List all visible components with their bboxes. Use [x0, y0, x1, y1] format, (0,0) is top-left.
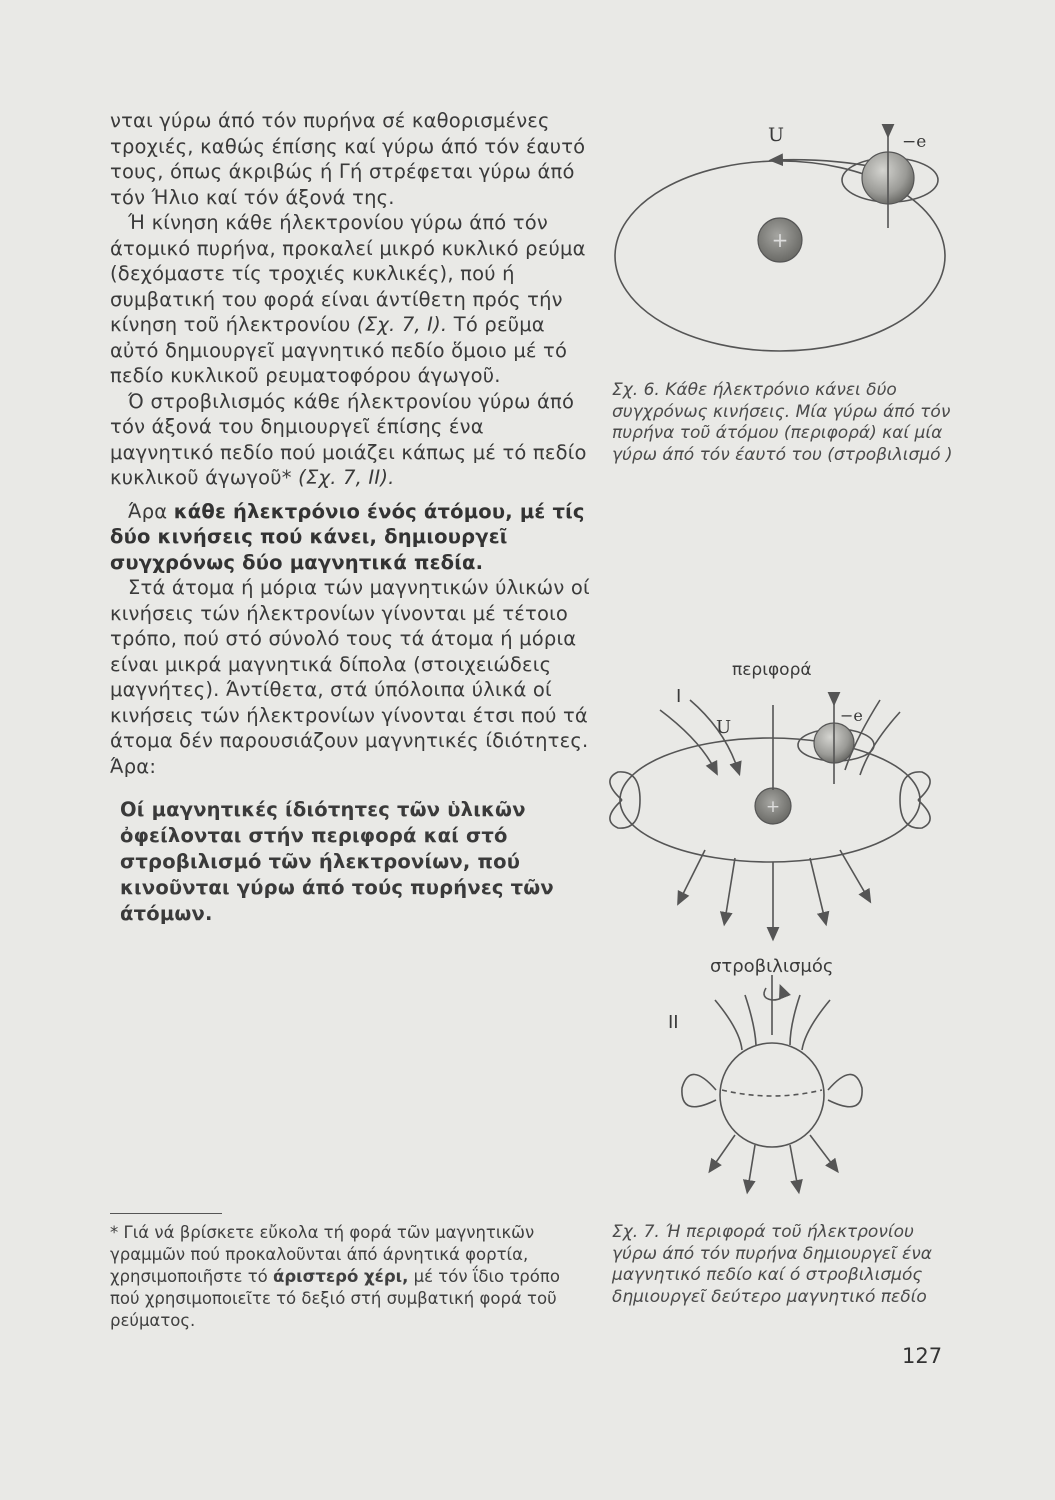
paragraph-3-text: Ό στροβιλισμός κάθε ήλεκτρονίου γύρω άπό τόν άξονά του δημιουργεῖ έπίσης ένα μαγνητικό πεδίο πού μοιάζει κάπως μέ τό πεδίο κυκλικοῦ άγωγοῦ* [110, 389, 587, 489]
footnote-text-a: * Γιά νά βρίσκετε εὔκολα τή φορά τῶν μαγνητικῶν γραμμῶν πού προκαλοῦνται άπό άρνητικά φορτία, χρησιμοποιῆστε τό [110, 1223, 535, 1286]
field-line [715, 1000, 742, 1050]
paragraph-4-text: Άρα [128, 499, 168, 523]
field-arrow [840, 850, 868, 898]
conclusion-statement: Οί μαγνητικές ίδιότητες τῶν ὑλικῶν ὀφείλονται στήν περιφορά καί στό στροβιλισμό τῶν ήλεκτρονίων, πού κινοῦνται γύρω άπό τούς πυρήνες τῶν άτόμων. [120, 798, 554, 925]
figure-6-caption: Σχ. 6. Κάθε ήλεκτρόνιο κάνει δύο συγχρόνως κινήσεις. Μία γύρω άπό τόν πυρήνα τοῦ άτόμου (περιφορά) καί μία γύρω άπό τόν έαυτό του (στροβιλισμό ) [612, 380, 953, 465]
field-loop [828, 1074, 862, 1106]
field-loop [682, 1074, 716, 1106]
field-arrow [810, 1135, 835, 1168]
figure-7-label-e: −e [840, 706, 863, 725]
figure-7-title-orbit: περιφορά [732, 660, 812, 680]
figure-reference: (Σχ. 7, Ι). [356, 313, 448, 336]
field-line [790, 995, 800, 1045]
field-arrow [725, 858, 735, 920]
figure-6-label-e: −e [902, 132, 927, 152]
figure-7-orbit-diagram [610, 700, 930, 935]
figure-7-label-u: U [716, 717, 732, 738]
field-arrow [712, 1135, 735, 1168]
figure-7-caption: Σχ. 7. Ή περιφορά τοῦ ήλεκτρονίου γύρω άπό τόν πυρήνα δημιουργεῖ ένα μαγνητικό πεδίο καί ό στροβιλισμός δημιουργεῖ δεύτερο μαγνητικό πεδίο [612, 1222, 932, 1307]
plus-sign: + [765, 797, 781, 817]
footnote-bold: άριστερό χέρι, [273, 1267, 409, 1286]
field-loop [610, 772, 640, 828]
figure-7-spin-diagram [682, 975, 862, 1188]
paragraph-2-text-a: Ή κίνηση κάθε ήλεκτρονίου γύρω άπό τόν άτομικό πυρήνα, προκαλεί μικρό κυκλικό ρεύμα (δεχόμαστε τίς τροχιές κυκλικές), πού ή συμβατική του φορά είναι άντίθετη πρός τήν κίνηση τοῦ ήλεκτρονίου [110, 211, 586, 336]
figure-6-diagram [615, 132, 945, 351]
footnote-text-b: μέ τόν ΐδιο τρόπο πού χρησιμοποιεῖτε τό δεξιό στή συμβατική φορά τοῦ ρεύματος. [110, 1267, 560, 1330]
field-arrow [680, 850, 705, 900]
field-arrow [810, 858, 825, 920]
field-line [745, 995, 756, 1045]
figure-7-title-spin: στροβιλισμός [710, 956, 834, 977]
figure-7-roman-2: ΙΙ [668, 1012, 679, 1033]
paragraph-5: Στά άτομα ή μόρια τών μαγνητικών ύλικών οί κινήσεις τών ήλεκτρονίων γίνονται μέ τέτοιο τρόπο, πού στό σύνολό τους τά άτομα ή μόρια είναι μικρά μαγνητικά δίπολα (στοιχειώδεις μαγνήτες). Άντίθετα, στά ύπόλοιπα ύλικά οί κινήσεις τών ήλεκτρονίων γίνονται έτσι πού τά άτομα δέν παρουσιάζουν μαγνητικές ίδιότητες. Άρα: [110, 576, 590, 778]
paragraph-1: νται γύρω άπό τόν πυρήνα σέ καθορισμένες τροχιές, καθώς έπίσης καί γύρω άπό τόν έαυτό τους, όπως άκριβώς ή Γή στρέφεται γύρω άπό τόν Ήλιο καί τόν άξονά της. [110, 109, 586, 209]
field-line [802, 1000, 830, 1050]
footnote-divider [110, 1213, 222, 1214]
paragraph-2-text-b: Τό ρεῦμα αὐτό δημιουργεῖ μαγνητικό πεδίο ὅμοιο μέ τό πεδίο κυκλικοῦ ρευματοφόρου άγωγοῦ. [110, 313, 568, 387]
footnote [110, 1222, 580, 1332]
field-loop [900, 772, 930, 828]
field-line [660, 710, 715, 770]
page-number: 127 [902, 1344, 943, 1368]
spin-rotation-arrow [764, 988, 783, 1000]
field-arrow [790, 1145, 798, 1188]
figure-7-roman-1: Ι [676, 686, 682, 707]
equator-line [722, 1090, 822, 1096]
figure-6-label-u: U [768, 124, 785, 146]
field-arrow [748, 1145, 755, 1188]
electron-sphere [720, 1043, 824, 1147]
plus-sign: + [771, 228, 789, 252]
paragraph-4-bold: κάθε ήλεκτρόνιο ένός άτόμου, μέ τίς δύο κινήσεις πού κάνει, δημιουργεῖ συγχρόνως δύο μαγνητικά πεδία. [110, 499, 585, 574]
figure-reference: (Σχ. 7, ΙΙ). [298, 466, 395, 489]
